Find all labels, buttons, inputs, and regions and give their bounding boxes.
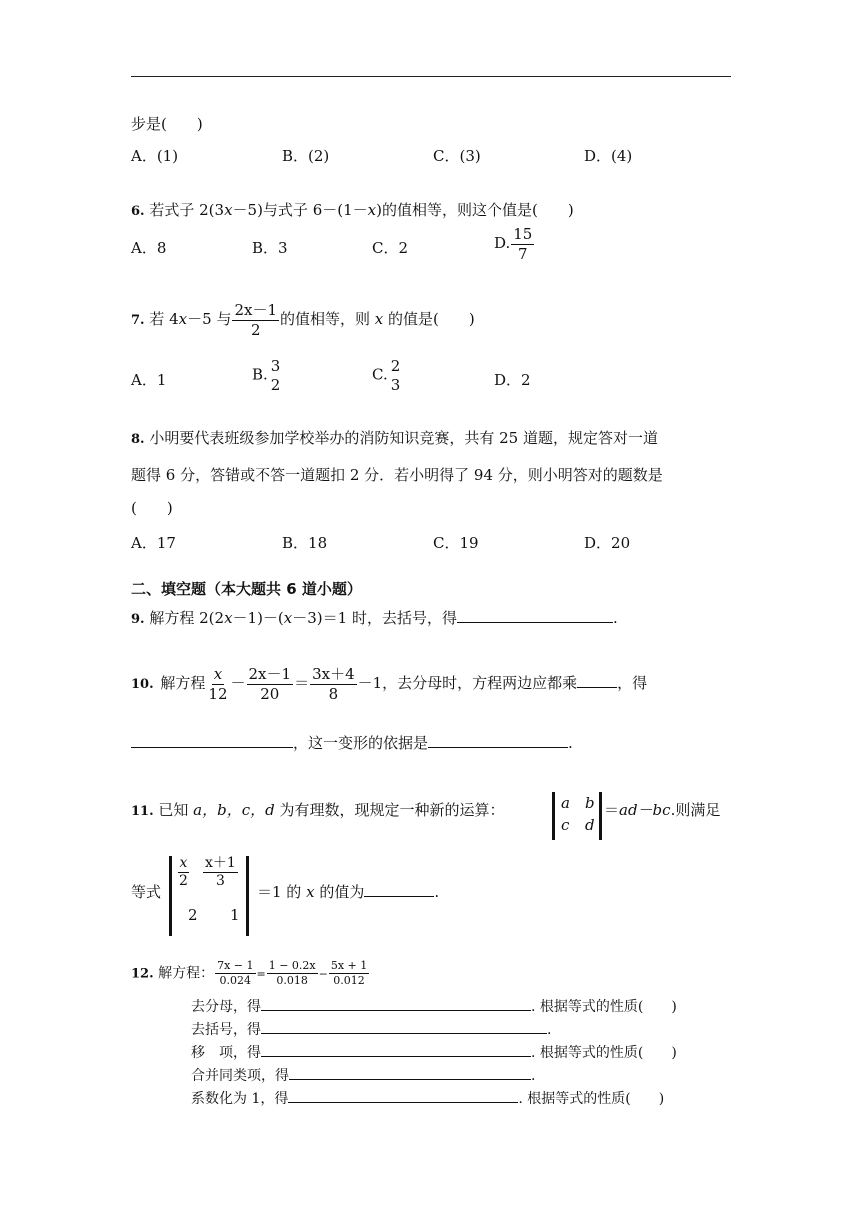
q6-option-d-fraction: $\frac{15}{7}$ (513, 225, 533, 263)
q8-option-d: D．20 (584, 534, 631, 552)
q8-option-b: B．18 (282, 534, 328, 552)
q6-option-a: A．8 (131, 239, 167, 257)
q7-option-c: C. 2 3 (372, 357, 401, 394)
q12-step-2-blank[interactable] (261, 1019, 547, 1034)
q11-answer-blank[interactable] (364, 882, 434, 897)
q7-number: 7. (131, 313, 145, 328)
q12-step-2: 去括号，得 . (191, 1019, 551, 1040)
q7-option-a: A．1 (131, 371, 167, 389)
q10-stem: 10. 解方程 $\frac{x}{12}$ － $\frac{2x-1}{20}$ ＝ $\frac{3x+4}{8}$ －1，去分母时，方程两边应都乘 ，得 (131, 665, 648, 703)
q6-stem: 6. 若式子 2(3x－5)与式子 6－(1－x)的值相等，则这个值是( ) (131, 201, 574, 219)
q12-step-3-blank[interactable] (261, 1042, 531, 1057)
q12-step-5-blank[interactable] (288, 1088, 518, 1103)
q8-option-c: C．19 (433, 534, 479, 552)
q7-option-d: D．2 (494, 371, 531, 389)
q10-line-2: ，这一变形的依据是 . (131, 733, 573, 753)
q5-option-c: C．(3) (433, 147, 481, 165)
q5-option-a: A．(1) (131, 147, 179, 165)
q11-definition-rhs: ＝ad－bc.则满足 (604, 801, 721, 819)
q10-multiplier-blank[interactable] (577, 673, 617, 688)
q12-number: 12. (131, 966, 154, 982)
q12-step-5: 系数化为 1，得 . 根据等式的性质( ) (191, 1088, 664, 1109)
q6-option-c: C．2 (372, 239, 409, 257)
q7-option-b: B. 3 2 (252, 357, 281, 394)
q12-step-1-blank[interactable] (261, 996, 531, 1011)
q8-line-2: 题得 6 分，答错或不答一道题扣 2 分．若小明得了 94 分，则小明答对的题数是 (131, 466, 663, 484)
q12-step-1: 去分母，得 . 根据等式的性质( ) (191, 996, 677, 1017)
q8-line-1: 8. 小明要代表班级参加学校举办的消防知识竞赛，共有 25 道题，规定答对一道 (131, 429, 658, 447)
q12-step-4: 合并同类项，得 . (191, 1065, 535, 1086)
q5-tail: 步是( ) (131, 115, 203, 133)
q5-option-b: B．(2) (282, 147, 330, 165)
q8-line-3: ( ) (131, 499, 173, 517)
q11-line-2-rhs: ＝1 的 x 的值为 . (257, 883, 440, 901)
q5-option-d: D．(4) (584, 147, 633, 165)
q11-determinant-definition: a b c d (552, 792, 602, 840)
q11-number: 11. (131, 804, 154, 819)
header-rule (131, 76, 731, 77)
q10-basis-blank[interactable] (428, 733, 568, 748)
q6-number: 6. (131, 204, 145, 219)
q8-number: 8. (131, 432, 145, 447)
q10-result-blank[interactable] (131, 733, 293, 748)
q12-step-4-blank[interactable] (289, 1065, 531, 1080)
q9-number: 9. (131, 612, 145, 627)
q10-number: 10. (131, 677, 154, 692)
q7-stem: 7. 若 4x－5 与 $\frac{2x-1}{2}$ 的值相等，则 x 的值是( ) (131, 301, 475, 339)
q9-answer-blank[interactable] (457, 608, 613, 623)
q7-fraction: $\frac{2x-1}{2}$ (234, 301, 277, 339)
section-2-heading: 二、填空题（本大题共 6 道小题） (131, 580, 362, 598)
q11-line-2-label: 等式 (131, 883, 162, 901)
q12-step-3: 移 项，得 . 根据等式的性质( ) (191, 1042, 677, 1063)
q9-stem: 9. 解方程 2(2x－1)－(x－3)＝1 时，去括号，得 . (131, 609, 618, 627)
q11-line-1: 11. 已知 a，b，c，d 为有理数，现规定一种新的运算： (131, 801, 505, 819)
q6-option-b: B．3 (252, 239, 288, 257)
q8-option-a: A．17 (131, 534, 176, 552)
q6-option-d: D. $\frac{15}{7}$ (494, 225, 533, 263)
q12-stem: 12. 解方程： $\frac{7x - 1}{0.024}$ = $\frac{1 - 0.2x}{0.018}$ − $\frac{5x + 1}{0.012}$ (131, 959, 368, 988)
q11-determinant-equation: $\frac{x}{2}$ $\frac{x+1}{3}$ 2 1 (169, 856, 249, 936)
